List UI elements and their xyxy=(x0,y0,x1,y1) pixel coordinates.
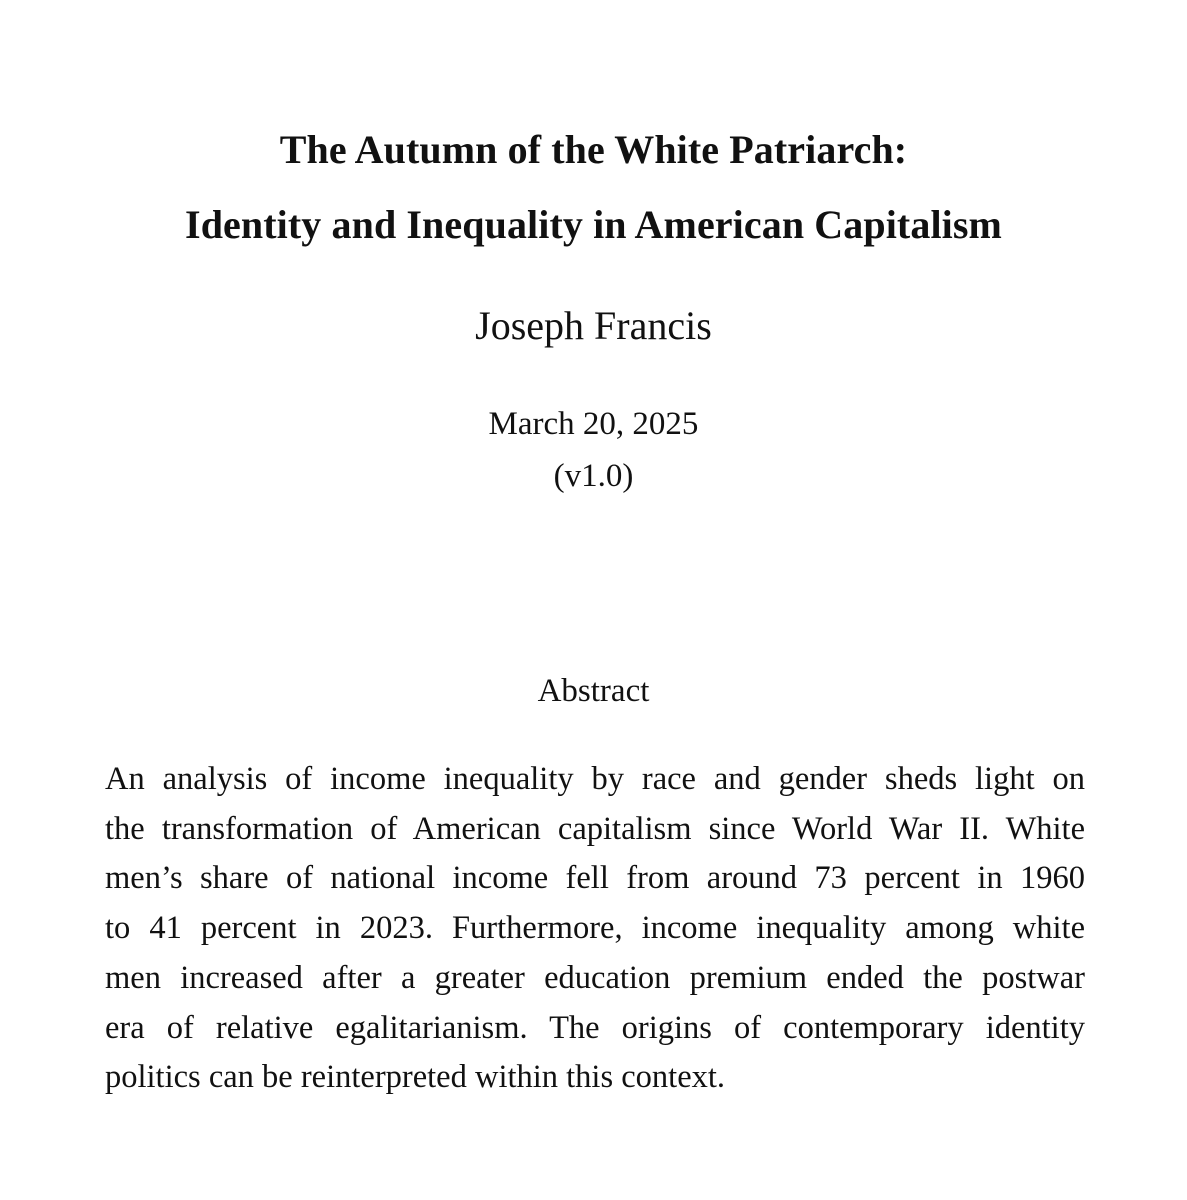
abstract-line: era of relative egalitarianism. The origins of contemporary identity xyxy=(105,1009,1085,1046)
paper-title xyxy=(0,112,1187,262)
abstract-line: men’s share of national income fell from around 73 percent in 1960 xyxy=(105,860,1085,897)
abstract-line: An analysis of income inequality by race and gender sheds light on xyxy=(105,761,1085,797)
publication-date: March 20, 2025 xyxy=(488,406,699,442)
abstract-line: the transformation of American capitalism since World War II. White xyxy=(105,810,1085,847)
abstract-line: to 41 percent in 2023. Furthermore, income inequality among white xyxy=(105,910,1085,947)
abstract-line: men increased after a greater education premium ended the postwar xyxy=(105,959,1085,996)
version-label: (v1.0) xyxy=(553,458,634,494)
author-name: Joseph Francis xyxy=(475,303,712,348)
abstract-heading: Abstract xyxy=(537,673,650,709)
abstract-body xyxy=(105,755,1085,1103)
title-line-1: The Autumn of the White Patriarch: xyxy=(279,127,908,172)
abstract-line: politics can be reinterpreted within this context. xyxy=(105,1059,726,1096)
title-line-2: Identity and Inequality in American Capitalism xyxy=(185,202,1002,247)
